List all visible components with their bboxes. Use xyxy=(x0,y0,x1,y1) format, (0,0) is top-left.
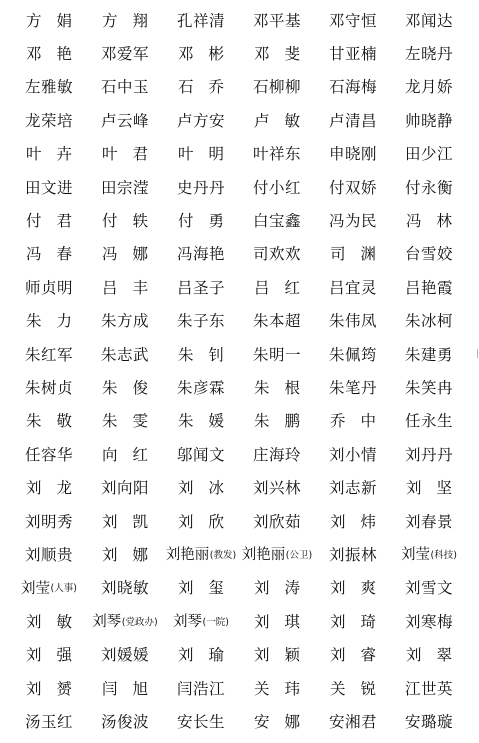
name-cell: 吕丰 xyxy=(102,278,163,297)
name-cell: 卢方安 xyxy=(176,111,225,130)
name-cell: 刘睿 xyxy=(330,646,391,665)
name-cell: 朱本超 xyxy=(252,312,301,331)
name-cell: 刘颖 xyxy=(254,646,315,665)
name-cell: 朱彦霖 xyxy=(176,378,225,397)
name-grid xyxy=(11,3,467,738)
scroll-marker xyxy=(477,349,478,358)
name-text: 刘艳丽 xyxy=(241,547,286,564)
name-cell: 方娟 xyxy=(26,11,87,30)
name-cell: 卢清昌 xyxy=(328,111,377,130)
name-tag: (一院) xyxy=(202,616,229,628)
name-cell: 朱媛 xyxy=(178,412,239,431)
name-cell: 安娜 xyxy=(254,712,315,731)
name-cell: 冯为民 xyxy=(328,212,377,231)
name-tag: (教发) xyxy=(209,549,237,561)
name-cell: 石柳柳 xyxy=(252,78,301,97)
name-cell: 朱敬 xyxy=(26,412,87,431)
name-cell xyxy=(163,537,239,570)
name-cell: 刘寒梅 xyxy=(404,612,453,631)
name-cell: 刘敏 xyxy=(26,612,87,631)
name-cell: 安璐璇 xyxy=(404,712,453,731)
name-cell: 邓彬 xyxy=(178,45,239,64)
name-cell: 朱冰柯 xyxy=(404,312,453,331)
name-cell: 付君 xyxy=(26,212,87,231)
name-cell: 刘兴林 xyxy=(252,479,301,498)
name-cell: 叶君 xyxy=(102,145,163,164)
name-cell: 闫浩江 xyxy=(176,679,225,698)
name-cell: 司欢欢 xyxy=(252,245,301,264)
name-cell: 师贞明 xyxy=(24,278,73,297)
name-cell: 刘向阳 xyxy=(100,479,149,498)
name-text: 刘莹 xyxy=(21,580,51,597)
name-cell: 田少江 xyxy=(404,145,453,164)
name-cell: 邬闻文 xyxy=(176,445,225,464)
name-cell: 闫旭 xyxy=(102,679,163,698)
name-cell: 付永衡 xyxy=(404,178,453,197)
name-cell: 任永生 xyxy=(404,412,453,431)
name-cell: 刘炜 xyxy=(330,512,391,531)
name-cell xyxy=(11,571,87,604)
name-cell: 左雅敏 xyxy=(24,78,73,97)
name-cell: 台雪姣 xyxy=(404,245,453,264)
name-cell: 朱佩筠 xyxy=(328,345,377,364)
name-cell: 冯林 xyxy=(406,212,467,231)
name-text: 刘莹 xyxy=(401,547,431,564)
name-text: 刘琴 xyxy=(92,614,122,631)
name-cell: 吕艳霞 xyxy=(404,278,453,297)
name-cell: 刘小情 xyxy=(328,445,377,464)
name-cell: 邓闻达 xyxy=(404,11,453,30)
name-text: 刘琴 xyxy=(173,614,203,631)
name-cell: 刘振林 xyxy=(328,545,377,564)
name-cell: 朱笑冉 xyxy=(404,378,453,397)
name-cell: 吕宜灵 xyxy=(328,278,377,297)
name-cell: 刘冰 xyxy=(178,479,239,498)
name-cell: 朱力 xyxy=(26,312,87,331)
name-cell: 江世英 xyxy=(404,679,453,698)
name-cell: 白宝鑫 xyxy=(252,212,301,231)
name-cell: 刘媛媛 xyxy=(100,646,149,665)
name-cell: 史丹丹 xyxy=(176,178,225,197)
name-cell: 庄海玲 xyxy=(252,445,301,464)
name-cell: 朱雯 xyxy=(102,412,163,431)
name-cell xyxy=(87,604,163,637)
name-cell: 田宗滢 xyxy=(100,178,149,197)
name-cell: 冯海艳 xyxy=(176,245,225,264)
name-cell: 刘顺贵 xyxy=(24,545,73,564)
name-cell: 卢敏 xyxy=(254,111,315,130)
name-cell: 朱子东 xyxy=(176,312,225,331)
name-cell: 刘瑜 xyxy=(178,646,239,665)
name-cell: 刘琪 xyxy=(254,612,315,631)
name-cell: 方翔 xyxy=(102,11,163,30)
name-cell: 乔中 xyxy=(330,412,391,431)
name-cell: 向红 xyxy=(102,445,163,464)
name-cell: 甘亚楠 xyxy=(328,45,377,64)
name-cell: 刘娜 xyxy=(102,545,163,564)
name-cell: 刘玺 xyxy=(178,579,239,598)
name-cell: 朱根 xyxy=(254,378,315,397)
name-cell: 邓平基 xyxy=(252,11,301,30)
name-cell: 朱树贞 xyxy=(24,378,73,397)
name-cell xyxy=(391,537,467,570)
name-cell: 刘晓敏 xyxy=(100,579,149,598)
name-cell: 叶祥东 xyxy=(252,145,301,164)
name-cell: 付小红 xyxy=(252,178,301,197)
name-tag: (科技) xyxy=(430,549,457,561)
name-cell: 朱建勇 xyxy=(404,345,453,364)
name-cell: 刘赟 xyxy=(26,679,87,698)
name-cell: 左晓丹 xyxy=(404,45,453,64)
name-cell: 龙荣培 xyxy=(24,111,73,130)
name-cell: 刘欣茹 xyxy=(252,512,301,531)
name-cell: 朱明一 xyxy=(252,345,301,364)
name-cell: 刘凯 xyxy=(102,512,163,531)
name-cell: 刘坚 xyxy=(406,479,467,498)
name-cell: 刘龙 xyxy=(26,479,87,498)
name-cell: 朱红军 xyxy=(24,345,73,364)
name-cell: 付勇 xyxy=(178,212,239,231)
name-cell: 帅晓静 xyxy=(404,111,453,130)
name-cell: 刘琦 xyxy=(330,612,391,631)
name-cell: 安长生 xyxy=(176,712,225,731)
name-cell: 朱志武 xyxy=(100,345,149,364)
name-cell: 叶卉 xyxy=(26,145,87,164)
name-cell: 申晓刚 xyxy=(328,145,377,164)
name-cell xyxy=(239,537,315,570)
name-cell: 汤玉红 xyxy=(24,712,73,731)
name-cell: 朱笔丹 xyxy=(328,378,377,397)
name-cell: 邓爱军 xyxy=(100,45,149,64)
name-cell: 朱方成 xyxy=(100,312,149,331)
name-cell: 刘涛 xyxy=(254,579,315,598)
name-cell: 吕圣子 xyxy=(176,278,225,297)
name-cell: 刘欣 xyxy=(178,512,239,531)
name-tag: (公卫) xyxy=(285,549,313,561)
name-cell: 刘志新 xyxy=(328,479,377,498)
name-cell: 朱伟凤 xyxy=(328,312,377,331)
name-cell: 朱俊 xyxy=(102,378,163,397)
name-text: 刘艳丽 xyxy=(165,547,210,564)
name-cell: 朱鹏 xyxy=(254,412,315,431)
name-cell: 刘明秀 xyxy=(24,512,73,531)
name-cell: 刘爽 xyxy=(330,579,391,598)
name-cell: 卢云峰 xyxy=(100,111,149,130)
name-cell: 孔祥清 xyxy=(176,11,225,30)
name-cell: 冯娜 xyxy=(102,245,163,264)
name-cell: 刘翠 xyxy=(406,646,467,665)
name-cell: 刘丹丹 xyxy=(404,445,453,464)
name-cell: 司渊 xyxy=(330,245,391,264)
name-cell: 关锐 xyxy=(330,679,391,698)
name-cell: 冯春 xyxy=(26,245,87,264)
name-cell: 汤俊波 xyxy=(100,712,149,731)
name-cell: 石中玉 xyxy=(100,78,149,97)
name-cell: 龙月娇 xyxy=(404,78,453,97)
name-cell: 付双娇 xyxy=(328,178,377,197)
name-cell: 关玮 xyxy=(254,679,315,698)
name-cell: 石乔 xyxy=(178,78,239,97)
name-cell: 叶明 xyxy=(178,145,239,164)
name-cell: 刘春景 xyxy=(404,512,453,531)
name-cell: 朱钊 xyxy=(178,345,239,364)
name-cell: 吕红 xyxy=(254,278,315,297)
name-tag: (党政办) xyxy=(121,616,158,628)
name-cell xyxy=(163,604,239,637)
name-cell: 邓守恒 xyxy=(328,11,377,30)
name-cell: 石海梅 xyxy=(328,78,377,97)
name-cell: 邓斐 xyxy=(254,45,315,64)
name-cell: 刘雪文 xyxy=(404,579,453,598)
name-cell: 付轶 xyxy=(102,212,163,231)
name-cell: 安湘君 xyxy=(328,712,377,731)
name-cell: 刘强 xyxy=(26,646,87,665)
name-cell: 邓艳 xyxy=(26,45,87,64)
name-cell: 任容华 xyxy=(24,445,73,464)
name-tag: (人事) xyxy=(50,583,77,595)
name-cell: 田文进 xyxy=(24,178,73,197)
